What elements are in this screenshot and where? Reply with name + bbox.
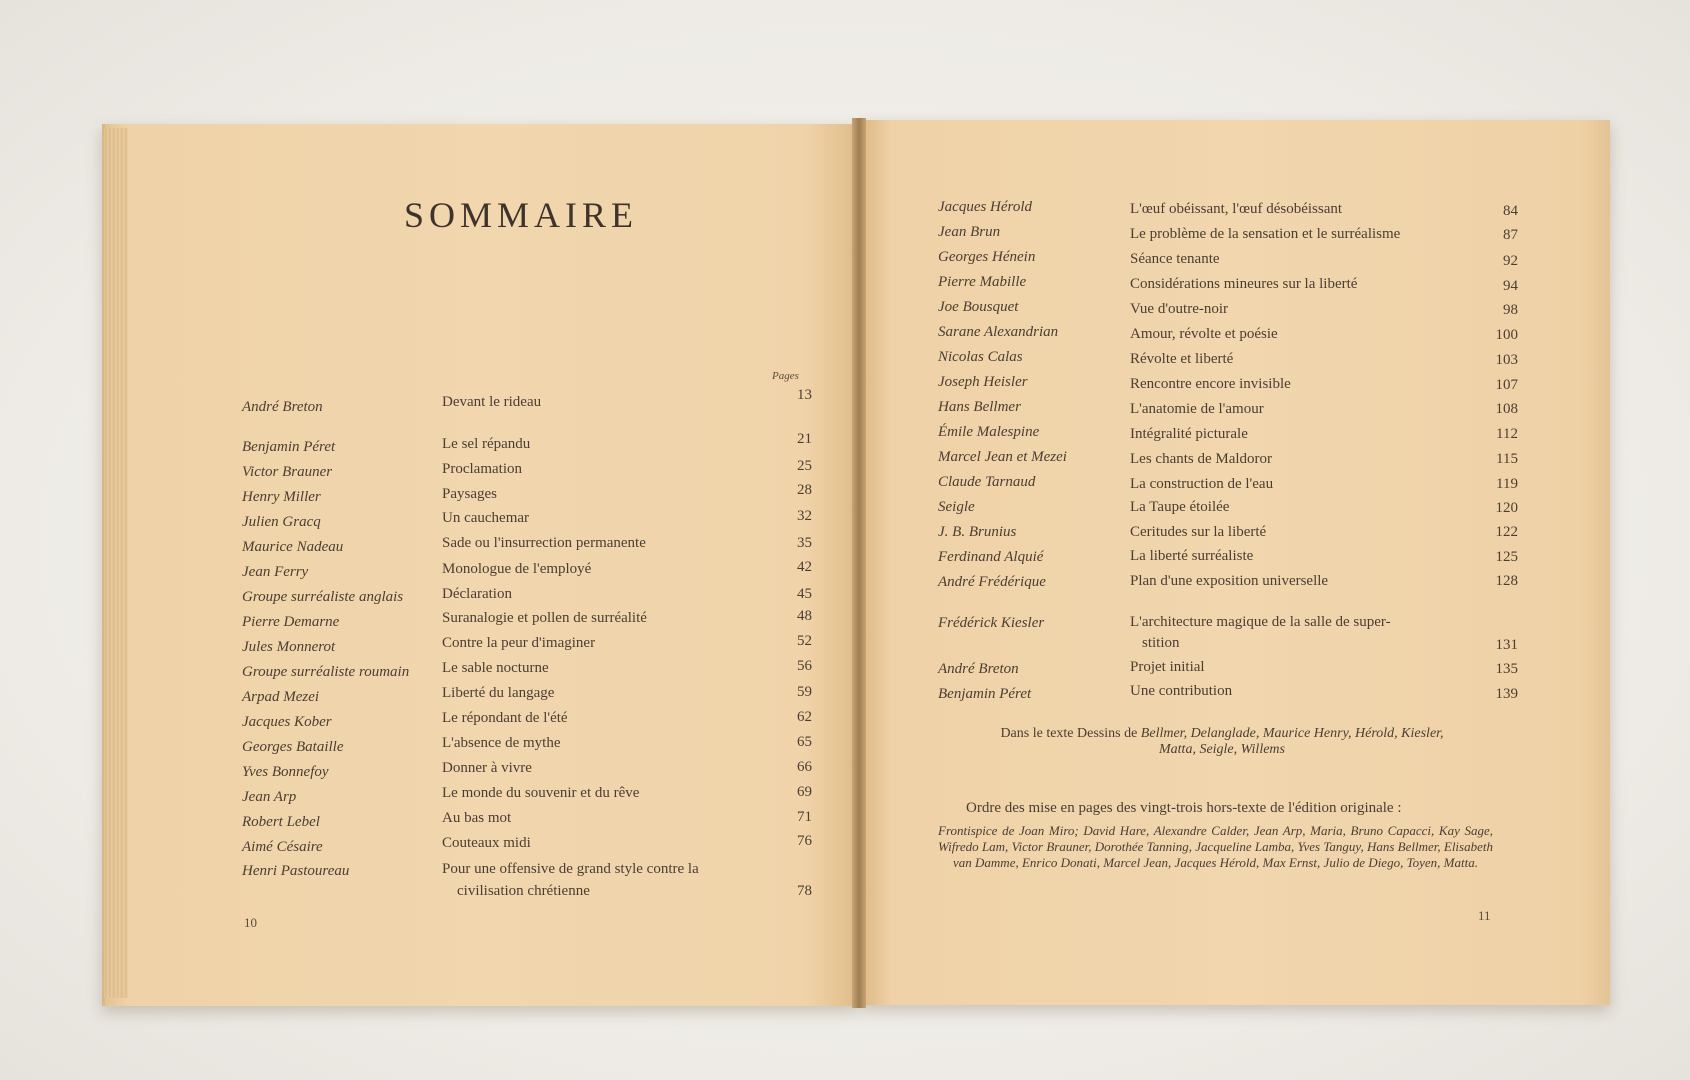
- toc-title: Le répondant de l'été: [442, 710, 568, 726]
- toc-title: Pour une offensive de grand style contre la: [442, 861, 699, 877]
- toc-page: 42: [797, 559, 812, 575]
- book-gutter: [852, 118, 866, 1008]
- toc-author: Frédérick Kiesler: [938, 615, 1045, 631]
- page-title: SOMMAIRE: [404, 195, 639, 235]
- toc-author: Joe Bousquet: [938, 299, 1019, 315]
- toc-page: 139: [1495, 686, 1518, 702]
- toc-page: 87: [1503, 227, 1518, 243]
- toc-author: Victor Brauner: [242, 464, 333, 480]
- toc-author: Yves Bonnefoy: [242, 764, 329, 780]
- toc-author: Maurice Nadeau: [242, 539, 344, 555]
- toc-author: Aimé Césaire: [242, 839, 323, 855]
- toc-author: Henry Miller: [242, 489, 321, 505]
- left-page-number: 10: [244, 915, 257, 930]
- toc-page: 28: [797, 482, 812, 498]
- left-page-stitched-edge: [104, 128, 128, 998]
- toc-page: 69: [797, 784, 812, 800]
- toc-author: Hans Bellmer: [938, 399, 1021, 415]
- toc-author: Jean Brun: [938, 224, 1001, 240]
- toc-title: La Taupe étoilée: [1130, 499, 1230, 515]
- toc-author: Benjamin Péret: [242, 439, 336, 455]
- toc-title: Paysages: [442, 486, 497, 502]
- toc-author: Marcel Jean et Mezei: [938, 449, 1067, 465]
- toc-page: 119: [1496, 476, 1518, 492]
- toc-title: Sade ou l'insurrection permanente: [442, 535, 646, 551]
- toc-author: Pierre Demarne: [242, 614, 340, 630]
- toc-author: Jacques Hérold: [938, 199, 1032, 215]
- toc-page: 52: [797, 633, 812, 649]
- toc-author: Henri Pastoureau: [242, 863, 350, 879]
- toc-author: Ferdinand Alquié: [938, 549, 1044, 565]
- toc-page: 112: [1496, 426, 1518, 442]
- toc-title: Une contribution: [1130, 683, 1233, 699]
- toc-page: 78: [797, 883, 812, 899]
- toc-title: Donner à vivre: [442, 760, 532, 776]
- toc-page: 131: [1495, 637, 1518, 653]
- toc-page: 120: [1495, 500, 1518, 516]
- toc-author: Groupe surréaliste anglais: [242, 589, 404, 605]
- toc-title: La construction de l'eau: [1130, 476, 1274, 492]
- toc-page: 108: [1495, 401, 1518, 417]
- toc-page: 100: [1495, 327, 1518, 343]
- toc-page: 56: [797, 658, 812, 674]
- toc-author: Georges Bataille: [242, 739, 344, 755]
- toc-title: Au bas mot: [442, 810, 512, 826]
- toc-author: Jean Arp: [242, 789, 297, 805]
- plates-order-list: Frontispice de Joan Miro; David Hare, Alexandre Calder, Jean Arp, Maria, Bruno Capacci, Kay Sage, Wifredo Lam, Victor Brauner, Dorothée Tanning, Jacqueline Lamba, Yves Tanguy, Hans Bellmer, Elisabeth van Damme, Enrico Donati, Marcel Jean, Jacques Hérold, Max Ernst, Julio de Diego, Toyen, Matta.: [938, 823, 1493, 870]
- toc-author: André Breton: [938, 661, 1019, 677]
- toc-title-continued: civilisation chrétienne: [457, 883, 590, 899]
- toc-author: Arpad Mezei: [242, 689, 320, 705]
- toc-page: 32: [797, 508, 812, 524]
- plates-order-title: Ordre des mise en pages des vingt-trois hors-texte de l'édition originale :: [966, 800, 1402, 816]
- drawings-note-artists: Bellmer, Delanglade, Maurice Henry, Hérold, Kiesler,: [1140, 726, 1444, 741]
- toc-author: Julien Gracq: [242, 514, 321, 530]
- toc-author: Jean Ferry: [242, 564, 309, 580]
- toc-title: L'architecture magique de la salle de super-: [1130, 614, 1391, 630]
- toc-author: Seigle: [938, 499, 975, 515]
- pages-column-label: Pages: [772, 370, 799, 382]
- toc-page: 128: [1495, 573, 1518, 589]
- toc-page: 71: [797, 809, 812, 825]
- toc-title: Révolte et liberté: [1130, 351, 1234, 367]
- toc-page: 107: [1495, 377, 1518, 393]
- toc-page: 94: [1503, 278, 1518, 294]
- toc-title: L'absence de mythe: [442, 735, 561, 751]
- toc-title: Ceritudes sur la liberté: [1130, 524, 1267, 540]
- toc-author: Benjamin Péret: [938, 686, 1032, 702]
- toc-page: 62: [797, 709, 812, 725]
- toc-page: 35: [797, 535, 812, 551]
- toc-page: 122: [1495, 524, 1518, 540]
- toc-page: 103: [1495, 352, 1518, 368]
- toc-author: Robert Lebel: [242, 814, 320, 830]
- toc-title: L'œuf obéissant, l'œuf désobéissant: [1130, 201, 1343, 217]
- toc-title: Considérations mineures sur la liberté: [1130, 276, 1358, 292]
- toc-author: André Frédérique: [938, 574, 1046, 590]
- toc-title-continued: stition: [1142, 635, 1180, 651]
- toc-title: Le sable nocturne: [442, 660, 549, 676]
- toc-title: La liberté surréaliste: [1130, 548, 1254, 564]
- drawings-note-prefix: Dans le texte Dessins de: [1000, 726, 1138, 741]
- toc-page: 135: [1495, 661, 1518, 677]
- toc-page: 59: [797, 684, 812, 700]
- toc-author: Jacques Kober: [242, 714, 332, 730]
- toc-page: 66: [797, 759, 812, 775]
- toc-author: André Breton: [242, 399, 323, 415]
- toc-title: Amour, révolte et poésie: [1130, 326, 1278, 342]
- toc-page: 21: [797, 431, 812, 447]
- toc-title: Devant le rideau: [442, 394, 542, 410]
- toc-title: Le sel répandu: [442, 436, 531, 452]
- toc-title: Intégralité picturale: [1130, 426, 1248, 442]
- toc-title: Séance tenante: [1130, 251, 1220, 267]
- toc-title: Les chants de Maldoror: [1130, 451, 1273, 467]
- toc-title: Un cauchemar: [442, 510, 530, 526]
- toc-author: J. B. Brunius: [938, 524, 1017, 540]
- toc-page: 25: [797, 458, 812, 474]
- toc-title: Le monde du souvenir et du rêve: [442, 785, 640, 801]
- drawings-note-artists-continued: Matta, Seigle, Willems: [1159, 742, 1285, 757]
- toc-page: 84: [1503, 203, 1518, 219]
- toc-title: L'anatomie de l'amour: [1130, 401, 1264, 417]
- toc-title: Vue d'outre-noir: [1130, 301, 1229, 317]
- toc-page: 65: [797, 734, 812, 750]
- toc-author: Émile Malespine: [938, 424, 1040, 440]
- toc-title: Couteaux midi: [442, 835, 531, 851]
- right-page-number: 11: [1478, 908, 1491, 923]
- toc-title: Déclaration: [442, 586, 512, 602]
- toc-page: 98: [1503, 302, 1518, 318]
- toc-title: Rencontre encore invisible: [1130, 376, 1291, 392]
- toc-author: Pierre Mabille: [938, 274, 1027, 290]
- toc-title: Plan d'une exposition universelle: [1130, 573, 1329, 589]
- toc-author: Nicolas Calas: [938, 349, 1023, 365]
- toc-page: 45: [797, 586, 812, 602]
- toc-page: 92: [1503, 253, 1518, 269]
- toc-page: 13: [797, 387, 812, 403]
- toc-title: Liberté du langage: [442, 685, 555, 701]
- toc-page: 115: [1496, 451, 1518, 467]
- toc-title: Monologue de l'employé: [442, 561, 592, 577]
- toc-page: 48: [797, 608, 812, 624]
- toc-title: Le problème de la sensation et le surréalisme: [1130, 226, 1401, 242]
- toc-author: Jules Monnerot: [242, 639, 336, 655]
- toc-page: 76: [797, 833, 812, 849]
- toc-author: Joseph Heisler: [938, 374, 1028, 390]
- toc-title: Projet initial: [1130, 659, 1205, 675]
- toc-author: Georges Hénein: [938, 249, 1036, 265]
- toc-title: Contre la peur d'imaginer: [442, 635, 596, 651]
- toc-title: Proclamation: [442, 461, 522, 477]
- toc-author: Claude Tarnaud: [938, 474, 1036, 490]
- toc-author: Sarane Alexandrian: [938, 324, 1059, 340]
- toc-page: 125: [1495, 549, 1518, 565]
- toc-author: Groupe surréaliste roumain: [242, 664, 410, 680]
- toc-title: Suranalogie et pollen de surréalité: [442, 610, 647, 626]
- drawings-note: [952, 726, 1492, 758]
